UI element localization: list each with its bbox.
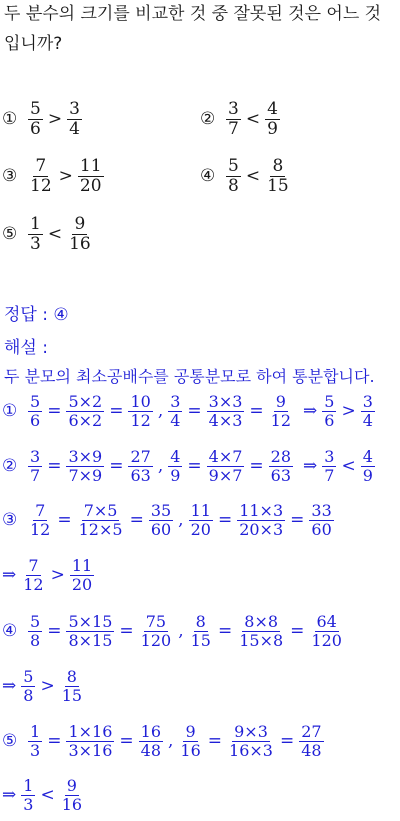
denominator: 9×7	[208, 465, 243, 485]
choice-number: ②	[2, 456, 18, 477]
math-symbol: =	[119, 621, 134, 642]
math-symbol: =	[57, 510, 72, 531]
question-line-2: 입니까?	[4, 34, 63, 54]
choice-2[interactable]	[200, 100, 282, 138]
numerator: 3	[362, 392, 373, 411]
numerator: 9	[275, 392, 286, 411]
denominator: 7	[30, 465, 41, 485]
math-symbol: >	[341, 401, 356, 422]
fraction	[21, 557, 45, 593]
choice-number: ③	[2, 510, 18, 531]
fraction	[21, 777, 35, 813]
denominator: 8	[30, 630, 41, 650]
numerator: 3	[324, 447, 335, 466]
comparison-operator: <	[47, 224, 63, 245]
denominator: 20×3	[239, 519, 284, 539]
fraction	[67, 215, 93, 253]
choice-number: ④	[2, 621, 18, 642]
numerator: 3	[170, 392, 181, 411]
math-symbol: =	[187, 456, 202, 477]
denominator: 3	[30, 740, 41, 760]
choice-number: ⑤	[2, 224, 18, 245]
numerator: 64	[316, 612, 337, 631]
fraction	[28, 215, 43, 253]
fraction	[66, 613, 114, 649]
numerator: 1	[30, 214, 41, 234]
fraction	[28, 448, 42, 484]
fraction	[361, 393, 375, 429]
denominator: 12×5	[78, 519, 123, 539]
fraction	[60, 777, 84, 813]
numerator: 9×3	[234, 722, 268, 741]
numerator: 7	[35, 156, 47, 176]
math-symbol: ⇒	[2, 565, 17, 586]
denominator: 7	[228, 118, 239, 139]
choice-number: ③	[2, 166, 18, 187]
denominator: 8×15	[68, 630, 113, 650]
fraction	[66, 723, 114, 759]
numerator: 11	[79, 156, 102, 176]
choice-5[interactable]	[2, 215, 95, 253]
denominator: 8	[23, 685, 34, 705]
fraction	[128, 448, 152, 484]
numerator: 11	[190, 501, 211, 520]
answer-label: 정답 : ④	[4, 305, 69, 325]
fraction	[28, 723, 42, 759]
question-line-1: 두 분수의 크기를 비교한 것 중 잘못된 것은 어느 것	[4, 4, 382, 24]
solution-4	[2, 613, 346, 649]
denominator: 20	[79, 175, 102, 196]
numerator: 3	[69, 99, 80, 119]
numerator: 3×3	[208, 392, 243, 411]
numerator: 5	[30, 612, 41, 631]
numerator: 1	[23, 776, 34, 795]
denominator: 120	[311, 630, 342, 650]
choice-number: ⑤	[2, 731, 18, 752]
math-symbol: ,	[157, 401, 164, 422]
denominator: 15	[267, 175, 289, 196]
fraction	[309, 613, 344, 649]
denominator: 63	[130, 465, 151, 485]
fraction	[265, 100, 280, 138]
denominator: 120	[140, 630, 172, 650]
numerator: 5	[30, 392, 41, 411]
choice-number: ②	[200, 109, 216, 130]
fraction	[128, 393, 152, 429]
explanation-intro: 두 분모의 최소공배수를 공통분모로 하여 통분합니다.	[4, 367, 375, 386]
fraction	[322, 448, 336, 484]
denominator: 3×16	[68, 740, 113, 760]
numerator: 75	[145, 612, 167, 631]
math-symbol: =	[129, 510, 144, 531]
math-symbol: =	[249, 456, 264, 477]
denominator: 12	[130, 410, 151, 430]
denominator: 48	[301, 740, 322, 760]
fraction	[168, 393, 182, 429]
fraction	[66, 393, 104, 429]
numerator: 4×7	[208, 447, 243, 466]
fraction	[21, 668, 35, 704]
denominator: 3	[30, 233, 41, 254]
fraction	[265, 157, 291, 195]
numerator: 9	[66, 776, 77, 795]
fraction	[66, 448, 104, 484]
denominator: 16	[69, 233, 91, 254]
numerator: 11×3	[239, 501, 284, 520]
math-symbol: ⇒	[2, 785, 17, 806]
fraction	[78, 157, 104, 195]
math-symbol: ⇒	[2, 676, 17, 697]
fraction	[28, 100, 43, 138]
denominator: 60	[150, 519, 172, 539]
fraction	[361, 448, 375, 484]
denominator: 4×3	[208, 410, 243, 430]
explanation-label: 해설 :	[4, 338, 48, 358]
denominator: 60	[311, 519, 332, 539]
numerator: 33	[311, 501, 332, 520]
choice-3[interactable]	[2, 157, 106, 195]
numerator: 3×9	[68, 447, 103, 466]
fraction	[67, 100, 82, 138]
numerator: 1×16	[68, 722, 113, 741]
math-symbol: =	[187, 401, 202, 422]
math-symbol: =	[47, 456, 62, 477]
comparison-operator: <	[245, 166, 261, 187]
fraction	[269, 448, 293, 484]
denominator: 7	[324, 465, 335, 485]
fraction	[309, 502, 333, 538]
denominator: 63	[270, 465, 292, 485]
numerator: 27	[130, 447, 151, 466]
numerator: 10	[130, 392, 151, 411]
fraction	[189, 613, 213, 649]
numerator: 8	[195, 612, 206, 631]
numerator: 7	[28, 556, 39, 575]
fraction	[28, 157, 54, 195]
fraction	[299, 723, 323, 759]
math-symbol: ,	[168, 731, 174, 752]
denominator: 4	[170, 410, 181, 430]
denominator: 48	[140, 740, 161, 760]
fraction	[226, 157, 241, 195]
numerator: 7×5	[83, 501, 118, 520]
math-symbol: <	[40, 785, 55, 806]
numerator: 4	[267, 99, 278, 119]
denominator: 15	[61, 685, 83, 705]
numerator: 1	[30, 722, 41, 741]
fraction	[189, 502, 213, 538]
fraction	[149, 502, 173, 538]
fraction	[168, 448, 182, 484]
fraction	[237, 502, 285, 538]
denominator: 12	[270, 410, 292, 430]
comparison-operator: <	[245, 109, 261, 130]
numerator: 9	[185, 722, 196, 741]
math-symbol: <	[341, 456, 356, 477]
fraction	[227, 723, 275, 759]
math-symbol: =	[47, 731, 62, 752]
numerator: 5×15	[68, 612, 113, 631]
math-symbol: ⇒	[303, 401, 318, 422]
fraction	[237, 613, 285, 649]
fraction	[28, 393, 42, 429]
numerator: 8	[66, 667, 77, 686]
math-symbol: ,	[178, 510, 184, 531]
math-symbol: =	[207, 731, 223, 752]
numerator: 7	[35, 501, 46, 520]
numerator: 16	[140, 722, 161, 741]
denominator: 16×3	[229, 740, 273, 760]
fraction	[139, 723, 163, 759]
math-symbol: =	[119, 731, 134, 752]
denominator: 12	[30, 175, 52, 196]
fraction	[226, 100, 241, 138]
choice-1[interactable]	[2, 100, 84, 138]
denominator: 6×2	[68, 410, 103, 430]
numerator: 5×2	[68, 392, 103, 411]
math-symbol: >	[50, 565, 65, 586]
choice-4[interactable]	[200, 157, 293, 195]
solution-5-result	[2, 777, 86, 813]
numerator: 5	[228, 156, 239, 176]
math-symbol: =	[290, 510, 305, 531]
numerator: 27	[301, 722, 322, 741]
math-symbol: =	[290, 621, 305, 642]
fraction	[77, 502, 125, 538]
denominator: 6	[30, 118, 41, 139]
numerator: 8	[272, 156, 284, 176]
denominator: 9	[170, 465, 181, 485]
comparison-operator: >	[58, 166, 73, 187]
denominator: 12	[30, 519, 51, 539]
math-symbol: =	[109, 401, 124, 422]
numerator: 5	[324, 392, 335, 411]
fraction	[28, 613, 42, 649]
choice-number: ①	[2, 401, 18, 422]
math-symbol: >	[40, 676, 55, 697]
numerator: 3	[228, 99, 239, 119]
denominator: 15×8	[239, 630, 284, 650]
numerator: 8×8	[244, 612, 279, 631]
denominator: 3	[23, 794, 34, 814]
denominator: 4	[362, 410, 373, 430]
solution-3-result	[2, 557, 96, 593]
math-symbol: =	[109, 456, 124, 477]
solution-3	[2, 502, 336, 538]
math-symbol: =	[249, 401, 264, 422]
solution-4-result	[2, 668, 86, 704]
numerator: 35	[150, 501, 172, 520]
solution-5	[2, 723, 326, 759]
denominator: 9	[267, 118, 278, 139]
denominator: 15	[190, 630, 211, 650]
denominator: 9	[362, 465, 373, 485]
math-symbol: ,	[178, 621, 184, 642]
numerator: 3	[30, 447, 41, 466]
denominator: 20	[190, 519, 211, 539]
math-symbol: =	[47, 401, 62, 422]
choice-number: ①	[2, 109, 18, 130]
numerator: 5	[30, 99, 41, 119]
denominator: 16	[180, 740, 201, 760]
choice-number: ④	[200, 166, 216, 187]
fraction	[207, 448, 245, 484]
denominator: 7×9	[68, 465, 103, 485]
denominator: 6	[30, 410, 41, 430]
fraction	[28, 502, 52, 538]
numerator: 28	[270, 447, 292, 466]
math-symbol: =	[217, 510, 233, 531]
numerator: 11	[71, 556, 93, 575]
denominator: 16	[61, 794, 83, 814]
fraction	[207, 393, 245, 429]
math-symbol: =	[279, 731, 295, 752]
fraction	[70, 557, 94, 593]
fraction	[139, 613, 174, 649]
math-symbol: =	[47, 621, 62, 642]
denominator: 6	[324, 410, 335, 430]
numerator: 4	[362, 447, 373, 466]
denominator: 12	[23, 574, 44, 594]
solution-1	[2, 393, 377, 429]
numerator: 4	[170, 447, 181, 466]
fraction	[178, 723, 202, 759]
fraction	[60, 668, 84, 704]
denominator: 4	[69, 118, 80, 139]
comparison-operator: >	[47, 109, 63, 130]
solution-2	[2, 448, 377, 484]
fraction	[269, 393, 293, 429]
math-symbol: =	[217, 621, 233, 642]
denominator: 8	[228, 175, 239, 196]
numerator: 9	[74, 214, 86, 234]
numerator: 5	[23, 667, 34, 686]
denominator: 20	[71, 574, 93, 594]
math-symbol: ,	[157, 456, 164, 477]
math-symbol: ⇒	[303, 456, 318, 477]
fraction	[322, 393, 336, 429]
